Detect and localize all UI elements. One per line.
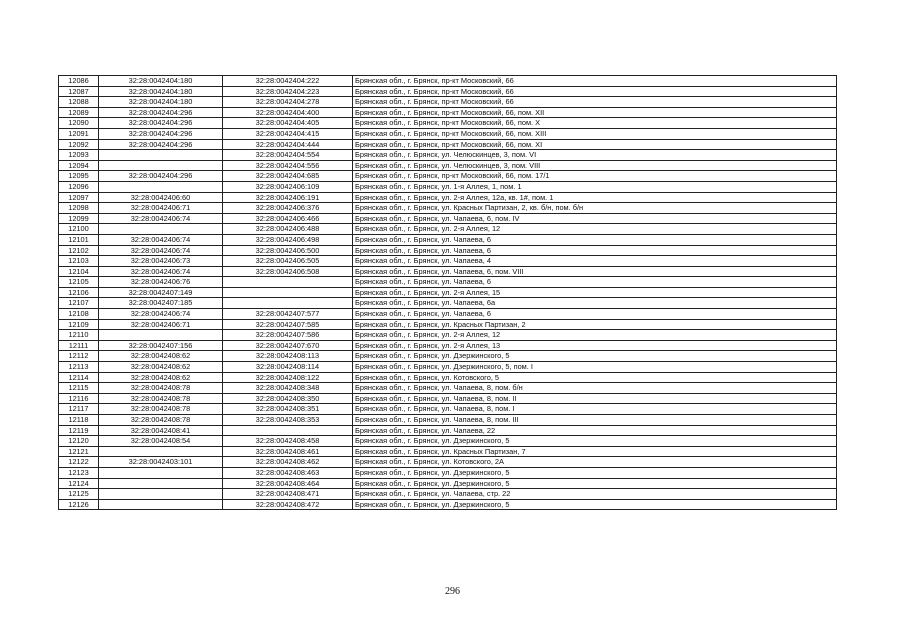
parcel-cadastral-number-cell — [99, 181, 223, 192]
table-row — [59, 415, 837, 426]
object-cadastral-number-cell: 32:28:0042406:488 — [223, 224, 353, 235]
parcel-cadastral-number-cell: 32:28:0042408:62 — [99, 362, 223, 373]
parcel-cadastral-number-cell: 32:28:0042404:296 — [99, 107, 223, 118]
parcel-cadastral-number-cell: 32:28:0042408:62 — [99, 351, 223, 362]
table-row — [59, 330, 837, 341]
address-cell: Брянская обл., г. Брянск, ул. Чапаева, 6, пом. VIII — [353, 266, 837, 277]
row-number-cell: 12087 — [59, 86, 99, 97]
address-cell: Брянская обл., г. Брянск, ул. Дзержинского, 5 — [353, 499, 837, 510]
address-cell: Брянская обл., г. Брянск, пр-кт Московский, 66, пом. XI — [353, 139, 837, 150]
row-number-cell: 12098 — [59, 203, 99, 214]
object-cadastral-number-cell: 32:28:0042408:114 — [223, 362, 353, 373]
register-table-body — [59, 76, 837, 510]
table-row — [59, 457, 837, 468]
table-row — [59, 351, 837, 362]
parcel-cadastral-number-cell: 32:28:0042408:54 — [99, 436, 223, 447]
parcel-cadastral-number-cell: 32:28:0042404:296 — [99, 118, 223, 129]
address-cell: Брянская обл., г. Брянск, пр-кт Московский, 66, пом. X — [353, 118, 837, 129]
table-row — [59, 372, 837, 383]
object-cadastral-number-cell: 32:28:0042408:350 — [223, 393, 353, 404]
address-cell: Брянская обл., г. Брянск, ул. Чапаева, 8, пом. III — [353, 415, 837, 426]
table-row — [59, 277, 837, 288]
row-number-cell: 12086 — [59, 76, 99, 87]
address-cell: Брянская обл., г. Брянск, ул. Котовского, 5 — [353, 372, 837, 383]
address-cell: Брянская обл., г. Брянск, ул. Чапаева, 4 — [353, 256, 837, 267]
object-cadastral-number-cell: 32:28:0042406:191 — [223, 192, 353, 203]
table-row — [59, 298, 837, 309]
parcel-cadastral-number-cell — [99, 330, 223, 341]
object-cadastral-number-cell: 32:28:0042408:463 — [223, 467, 353, 478]
address-cell: Брянская обл., г. Брянск, ул. Чапаева, 6а — [353, 298, 837, 309]
address-cell: Брянская обл., г. Брянск, ул. Чапаева, 6 — [353, 245, 837, 256]
address-cell: Брянская обл., г. Брянск, ул. Чапаева, 6, пом. IV — [353, 213, 837, 224]
row-number-cell: 12100 — [59, 224, 99, 235]
address-cell: Брянская обл., г. Брянск, ул. Чапаева, 6 — [353, 277, 837, 288]
row-number-cell: 12116 — [59, 393, 99, 404]
table-row — [59, 139, 837, 150]
object-cadastral-number-cell: 32:28:0042408:348 — [223, 383, 353, 394]
object-cadastral-number-cell: 32:28:0042404:222 — [223, 76, 353, 87]
address-cell: Брянская обл., г. Брянск, ул. 2-я Аллея, 13 — [353, 340, 837, 351]
row-number-cell: 12092 — [59, 139, 99, 150]
address-cell: Брянская обл., г. Брянск, ул. Красных Партизан, 7 — [353, 446, 837, 457]
table-row — [59, 107, 837, 118]
parcel-cadastral-number-cell: 32:28:0042406:71 — [99, 203, 223, 214]
object-cadastral-number-cell: 32:28:0042404:444 — [223, 139, 353, 150]
row-number-cell: 12103 — [59, 256, 99, 267]
parcel-cadastral-number-cell: 32:28:0042406:73 — [99, 256, 223, 267]
parcel-cadastral-number-cell: 32:28:0042406:71 — [99, 319, 223, 330]
object-cadastral-number-cell: 32:28:0042404:223 — [223, 86, 353, 97]
parcel-cadastral-number-cell: 32:28:0042407:156 — [99, 340, 223, 351]
parcel-cadastral-number-cell: 32:28:0042404:180 — [99, 76, 223, 87]
parcel-cadastral-number-cell: 32:28:0042408:78 — [99, 404, 223, 415]
row-number-cell: 12114 — [59, 372, 99, 383]
address-cell: Брянская обл., г. Брянск, пр-кт Московский, 66, пом. XIII — [353, 128, 837, 139]
address-cell: Брянская обл., г. Брянск, пр-кт Московский, 66, пом. XII — [353, 107, 837, 118]
row-number-cell: 12093 — [59, 150, 99, 161]
address-cell: Брянская обл., г. Брянск, ул. Чапаева, 6 — [353, 234, 837, 245]
row-number-cell: 12097 — [59, 192, 99, 203]
table-row — [59, 224, 837, 235]
parcel-cadastral-number-cell: 32:28:0042404:180 — [99, 86, 223, 97]
row-number-cell: 12110 — [59, 330, 99, 341]
object-cadastral-number-cell: 32:28:0042408:458 — [223, 436, 353, 447]
object-cadastral-number-cell: 32:28:0042404:400 — [223, 107, 353, 118]
cadastral-register-table — [58, 75, 837, 510]
row-number-cell: 12120 — [59, 436, 99, 447]
parcel-cadastral-number-cell: 32:28:0042406:74 — [99, 309, 223, 320]
object-cadastral-number-cell: 32:28:0042408:122 — [223, 372, 353, 383]
table-row — [59, 404, 837, 415]
object-cadastral-number-cell: 32:28:0042407:585 — [223, 319, 353, 330]
object-cadastral-number-cell: 32:28:0042407:577 — [223, 309, 353, 320]
object-cadastral-number-cell: 32:28:0042407:670 — [223, 340, 353, 351]
object-cadastral-number-cell: 32:28:0042406:505 — [223, 256, 353, 267]
page-number: 296 — [445, 586, 460, 597]
table-row — [59, 160, 837, 171]
object-cadastral-number-cell — [223, 287, 353, 298]
address-cell: Брянская обл., г. Брянск, ул. Дзержинского, 5 — [353, 436, 837, 447]
table-row — [59, 150, 837, 161]
object-cadastral-number-cell: 32:28:0042408:462 — [223, 457, 353, 468]
address-cell: Брянская обл., г. Брянск, ул. 2-я Аллея, 12 — [353, 224, 837, 235]
parcel-cadastral-number-cell: 32:28:0042406:74 — [99, 266, 223, 277]
parcel-cadastral-number-cell — [99, 467, 223, 478]
parcel-cadastral-number-cell: 32:28:0042404:296 — [99, 171, 223, 182]
address-cell: Брянская обл., г. Брянск, ул. Дзержинского, 5 — [353, 351, 837, 362]
row-number-cell: 12088 — [59, 97, 99, 108]
parcel-cadastral-number-cell: 32:28:0042403:101 — [99, 457, 223, 468]
object-cadastral-number-cell: 32:28:0042408:472 — [223, 499, 353, 510]
row-number-cell: 12118 — [59, 415, 99, 426]
parcel-cadastral-number-cell: 32:28:0042404:296 — [99, 128, 223, 139]
object-cadastral-number-cell: 32:28:0042406:508 — [223, 266, 353, 277]
table-row — [59, 478, 837, 489]
object-cadastral-number-cell: 32:28:0042408:351 — [223, 404, 353, 415]
object-cadastral-number-cell: 32:28:0042406:376 — [223, 203, 353, 214]
address-cell: Брянская обл., г. Брянск, ул. Дзержинского, 5, пом. I — [353, 362, 837, 373]
object-cadastral-number-cell: 32:28:0042406:498 — [223, 234, 353, 245]
object-cadastral-number-cell: 32:28:0042408:464 — [223, 478, 353, 489]
object-cadastral-number-cell: 32:28:0042407:586 — [223, 330, 353, 341]
parcel-cadastral-number-cell: 32:28:0042408:62 — [99, 372, 223, 383]
parcel-cadastral-number-cell: 32:28:0042404:296 — [99, 139, 223, 150]
parcel-cadastral-number-cell: 32:28:0042407:185 — [99, 298, 223, 309]
table-row — [59, 192, 837, 203]
object-cadastral-number-cell: 32:28:0042408:461 — [223, 446, 353, 457]
address-cell: Брянская обл., г. Брянск, ул. 2-я Аллея, 12 — [353, 330, 837, 341]
row-number-cell: 12115 — [59, 383, 99, 394]
parcel-cadastral-number-cell — [99, 150, 223, 161]
object-cadastral-number-cell: 32:28:0042406:500 — [223, 245, 353, 256]
row-number-cell: 12117 — [59, 404, 99, 415]
object-cadastral-number-cell: 32:28:0042404:405 — [223, 118, 353, 129]
table-row — [59, 128, 837, 139]
address-cell: Брянская обл., г. Брянск, ул. Красных Партизан, 2, кв. б/н, пом. б/н — [353, 203, 837, 214]
table-row — [59, 309, 837, 320]
parcel-cadastral-number-cell: 32:28:0042406:74 — [99, 213, 223, 224]
address-cell: Брянская обл., г. Брянск, ул. Челюскинцев, 3, пом. VI — [353, 150, 837, 161]
object-cadastral-number-cell: 32:28:0042408:113 — [223, 351, 353, 362]
row-number-cell: 12090 — [59, 118, 99, 129]
address-cell: Брянская обл., г. Брянск, ул. Челюскинцев, 3, пом. VIII — [353, 160, 837, 171]
object-cadastral-number-cell: 32:28:0042404:685 — [223, 171, 353, 182]
row-number-cell: 12099 — [59, 213, 99, 224]
parcel-cadastral-number-cell — [99, 489, 223, 500]
parcel-cadastral-number-cell: 32:28:0042408:41 — [99, 425, 223, 436]
address-cell: Брянская обл., г. Брянск, пр-кт Московский, 66 — [353, 97, 837, 108]
row-number-cell: 12125 — [59, 489, 99, 500]
table-row — [59, 256, 837, 267]
address-cell: Брянская обл., г. Брянск, ул. Дзержинского, 5 — [353, 467, 837, 478]
address-cell: Брянская обл., г. Брянск, ул. Чапаева, 8, пом. II — [353, 393, 837, 404]
table-row — [59, 234, 837, 245]
parcel-cadastral-number-cell: 32:28:0042406:74 — [99, 245, 223, 256]
address-cell: Брянская обл., г. Брянск, пр-кт Московский, 66 — [353, 86, 837, 97]
table-row — [59, 203, 837, 214]
row-number-cell: 12126 — [59, 499, 99, 510]
object-cadastral-number-cell: 32:28:0042404:415 — [223, 128, 353, 139]
parcel-cadastral-number-cell: 32:28:0042408:78 — [99, 393, 223, 404]
address-cell: Брянская обл., г. Брянск, ул. Чапаева, стр. 22 — [353, 489, 837, 500]
address-cell: Брянская обл., г. Брянск, ул. Котовского, 2А — [353, 457, 837, 468]
row-number-cell: 12104 — [59, 266, 99, 277]
parcel-cadastral-number-cell: 32:28:0042406:60 — [99, 192, 223, 203]
table-row — [59, 446, 837, 457]
table-row — [59, 467, 837, 478]
row-number-cell: 12095 — [59, 171, 99, 182]
row-number-cell: 12096 — [59, 181, 99, 192]
parcel-cadastral-number-cell: 32:28:0042404:180 — [99, 97, 223, 108]
table-row — [59, 266, 837, 277]
address-cell: Брянская обл., г. Брянск, ул. Красных Партизан, 2 — [353, 319, 837, 330]
object-cadastral-number-cell: 32:28:0042404:278 — [223, 97, 353, 108]
table-row — [59, 393, 837, 404]
address-cell: Брянская обл., г. Брянск, ул. 1-я Аллея, 1, пом. 1 — [353, 181, 837, 192]
table-row — [59, 76, 837, 87]
table-row — [59, 171, 837, 182]
table-row — [59, 118, 837, 129]
object-cadastral-number-cell: 32:28:0042406:109 — [223, 181, 353, 192]
parcel-cadastral-number-cell: 32:28:0042408:78 — [99, 383, 223, 394]
address-cell: Брянская обл., г. Брянск, пр-кт Московский, 66, пом. 17/1 — [353, 171, 837, 182]
address-cell: Брянская обл., г. Брянск, ул. 2-я Аллея, 15 — [353, 287, 837, 298]
row-number-cell: 12113 — [59, 362, 99, 373]
address-cell: Брянская обл., г. Брянск, ул. Чапаева, 8, пом. I — [353, 404, 837, 415]
object-cadastral-number-cell — [223, 298, 353, 309]
table-row — [59, 319, 837, 330]
row-number-cell: 12119 — [59, 425, 99, 436]
row-number-cell: 12107 — [59, 298, 99, 309]
row-number-cell: 12124 — [59, 478, 99, 489]
parcel-cadastral-number-cell — [99, 160, 223, 171]
row-number-cell: 12105 — [59, 277, 99, 288]
address-cell: Брянская обл., г. Брянск, пр-кт Московский, 66 — [353, 76, 837, 87]
row-number-cell: 12121 — [59, 446, 99, 457]
parcel-cadastral-number-cell — [99, 499, 223, 510]
parcel-cadastral-number-cell: 32:28:0042407:149 — [99, 287, 223, 298]
address-cell: Брянская обл., г. Брянск, ул. Дзержинского, 5 — [353, 478, 837, 489]
table-row — [59, 245, 837, 256]
table-row — [59, 383, 837, 394]
object-cadastral-number-cell — [223, 277, 353, 288]
row-number-cell: 12102 — [59, 245, 99, 256]
address-cell: Брянская обл., г. Брянск, ул. 2-я Аллея, 12а, кв. 1#, пом. 1 — [353, 192, 837, 203]
object-cadastral-number-cell: 32:28:0042404:556 — [223, 160, 353, 171]
row-number-cell: 12101 — [59, 234, 99, 245]
object-cadastral-number-cell: 32:28:0042408:471 — [223, 489, 353, 500]
table-row — [59, 97, 837, 108]
address-cell: Брянская обл., г. Брянск, ул. Чапаева, 6 — [353, 309, 837, 320]
table-row — [59, 181, 837, 192]
address-cell: Брянская обл., г. Брянск, ул. Чапаева, 8, пом. б/н — [353, 383, 837, 394]
parcel-cadastral-number-cell — [99, 446, 223, 457]
parcel-cadastral-number-cell — [99, 478, 223, 489]
row-number-cell: 12123 — [59, 467, 99, 478]
parcel-cadastral-number-cell: 32:28:0042406:74 — [99, 234, 223, 245]
table-row — [59, 340, 837, 351]
object-cadastral-number-cell: 32:28:0042406:466 — [223, 213, 353, 224]
address-cell: Брянская обл., г. Брянск, ул. Чапаева, 22 — [353, 425, 837, 436]
row-number-cell: 12106 — [59, 287, 99, 298]
object-cadastral-number-cell: 32:28:0042404:554 — [223, 150, 353, 161]
table-row — [59, 287, 837, 298]
object-cadastral-number-cell: 32:28:0042408:353 — [223, 415, 353, 426]
row-number-cell: 12122 — [59, 457, 99, 468]
row-number-cell: 12108 — [59, 309, 99, 320]
object-cadastral-number-cell — [223, 425, 353, 436]
parcel-cadastral-number-cell: 32:28:0042406:76 — [99, 277, 223, 288]
table-row — [59, 436, 837, 447]
parcel-cadastral-number-cell: 32:28:0042408:78 — [99, 415, 223, 426]
table-row — [59, 425, 837, 436]
parcel-cadastral-number-cell — [99, 224, 223, 235]
row-number-cell: 12094 — [59, 160, 99, 171]
table-row — [59, 213, 837, 224]
row-number-cell: 12111 — [59, 340, 99, 351]
row-number-cell: 12109 — [59, 319, 99, 330]
row-number-cell: 12112 — [59, 351, 99, 362]
row-number-cell: 12091 — [59, 128, 99, 139]
table-row — [59, 489, 837, 500]
table-row — [59, 86, 837, 97]
row-number-cell: 12089 — [59, 107, 99, 118]
table-row — [59, 362, 837, 373]
table-row — [59, 499, 837, 510]
